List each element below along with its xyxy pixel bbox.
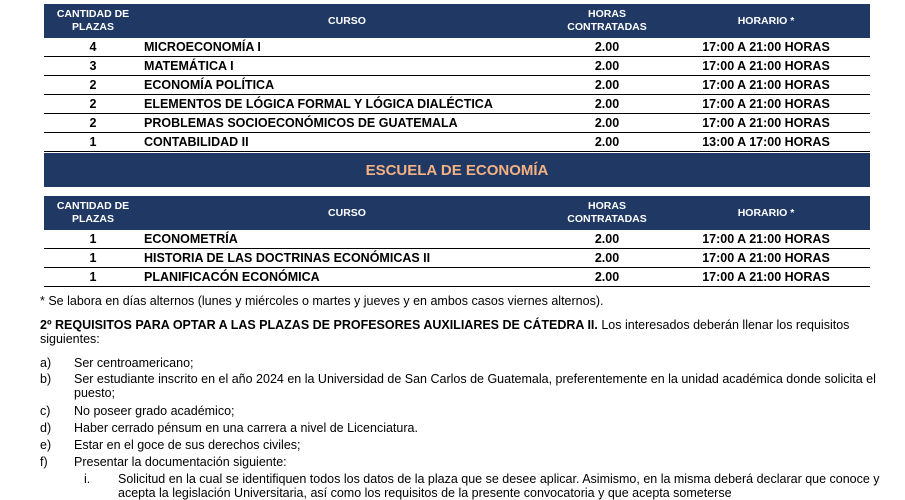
cell-course: PROBLEMAS SOCIOECONÓMICOS DE GUATEMALA (144, 116, 458, 130)
list-text: Ser estudiante inscrito en el año 2024 en la Universidad de San Carlos de Guatemala, preferentemente en la unidad académica donde solicita el puesto; (74, 372, 876, 400)
cell-hours: 2.00 (594, 59, 620, 73)
cell-course: MICROECONOMÍA I (144, 40, 261, 54)
cell-qty: 1 (89, 270, 97, 284)
list-label: d) (40, 421, 52, 435)
table-row (44, 133, 870, 152)
cell-schedule: 17:00 A 21:00 HORAS (702, 78, 830, 92)
list-text: Haber cerrado pénsum en una carrera a nivel de Licenciatura. (74, 421, 418, 435)
cell-hours: 2.00 (594, 135, 620, 149)
list-text: Ser centroamericano; (74, 356, 194, 370)
requirements-intro: Los interesados deberán llenar los requisitos siguientes: (40, 318, 850, 346)
cell-qty: 4 (89, 40, 97, 54)
cell-course: ELEMENTOS DE LÓGICA FORMAL Y LÓGICA DIALÉCTICA (144, 97, 493, 111)
cell-qty: 1 (89, 135, 97, 149)
list-text: Presentar la documentación siguiente: (74, 455, 287, 469)
list-label: a) (40, 356, 52, 370)
cell-schedule: 17:00 A 21:00 HORAS (702, 40, 830, 54)
cell-hours: 2.00 (594, 78, 620, 92)
cell-hours: 2.00 (594, 270, 620, 284)
cell-schedule: 17:00 A 21:00 HORAS (702, 59, 830, 73)
list-text: Solicitud en la cual se identifiquen todos los datos de la plaza que se desee aplicar. Asimismo, en la misma deberá declarar que conoce y acepta la legislación Universitaria, así como los requisitos de la presente convocatoria y que acepta someterse (118, 472, 880, 500)
schedule-note: * Se labora en días alternos (lunes y miércoles o martes y jueves y en ambos casos viernes alternos). (40, 294, 604, 308)
table-row (44, 249, 870, 268)
table-row (44, 76, 870, 95)
table-row (44, 230, 870, 249)
cell-qty: 1 (89, 232, 97, 246)
header-qty: CANTIDAD DE PLAZAS (56, 200, 130, 225)
table-row (44, 268, 870, 287)
cell-schedule: 17:00 A 21:00 HORAS (702, 232, 830, 246)
header-hours: HORAS CONTRATADAS (567, 200, 647, 225)
header-schedule: HORARIO * (737, 14, 795, 27)
header-course: CURSO (328, 206, 366, 219)
cell-course: PLANIFICACÓN ECONÓMICA (144, 270, 320, 284)
header-course: CURSO (328, 14, 366, 27)
list-label: c) (40, 404, 51, 418)
table-row (44, 114, 870, 133)
list-label: e) (40, 438, 52, 452)
requirements-paragraph (40, 318, 886, 346)
cell-qty: 2 (89, 97, 97, 111)
cell-course: CONTABILIDAD II (144, 135, 249, 149)
cell-qty: 2 (89, 78, 97, 92)
cell-hours: 2.00 (594, 116, 620, 130)
table-header (44, 196, 870, 230)
list-label: f) (40, 455, 48, 469)
header-schedule: HORARIO * (737, 206, 795, 219)
table-row (44, 38, 870, 57)
cell-hours: 2.00 (594, 40, 620, 54)
cell-schedule: 17:00 A 21:00 HORAS (702, 97, 830, 111)
list-label: b) (40, 372, 52, 386)
table-row (44, 95, 870, 114)
list-label: i. (84, 472, 91, 486)
list-text: Estar en el goce de sus derechos civiles; (74, 438, 301, 452)
cell-course: HISTORIA DE LAS DOCTRINAS ECONÓMICAS II (144, 251, 431, 265)
list-text: No poseer grado académico; (74, 404, 235, 418)
header-hours: HORAS CONTRATADAS (567, 8, 647, 33)
cell-hours: 2.00 (594, 232, 620, 246)
table-row (44, 57, 870, 76)
cell-course: ECONOMÍA POLÍTICA (144, 78, 275, 92)
cell-schedule: 17:00 A 21:00 HORAS (702, 251, 830, 265)
table-plazas-1 (44, 4, 870, 152)
cell-schedule: 17:00 A 21:00 HORAS (702, 270, 830, 284)
cell-schedule: 13:00 A 17:00 HORAS (702, 135, 830, 149)
cell-course: ECONOMETRÍA (144, 232, 238, 246)
table-header (44, 4, 870, 38)
cell-qty: 2 (89, 116, 97, 130)
cell-course: MATEMÁTICA I (144, 59, 234, 73)
header-qty: CANTIDAD DE PLAZAS (56, 8, 130, 33)
cell-hours: 2.00 (594, 251, 620, 265)
table-plazas-2 (44, 196, 870, 287)
cell-hours: 2.00 (594, 97, 620, 111)
section-banner: ESCUELA DE ECONOMÍA (44, 153, 870, 187)
cell-qty: 3 (89, 59, 97, 73)
cell-qty: 1 (89, 251, 97, 265)
requirements-heading: 2º REQUISITOS PARA OPTAR A LAS PLAZAS DE PROFESORES AUXILIARES DE CÁTEDRA II. (40, 318, 598, 332)
cell-schedule: 17:00 A 21:00 HORAS (702, 116, 830, 130)
